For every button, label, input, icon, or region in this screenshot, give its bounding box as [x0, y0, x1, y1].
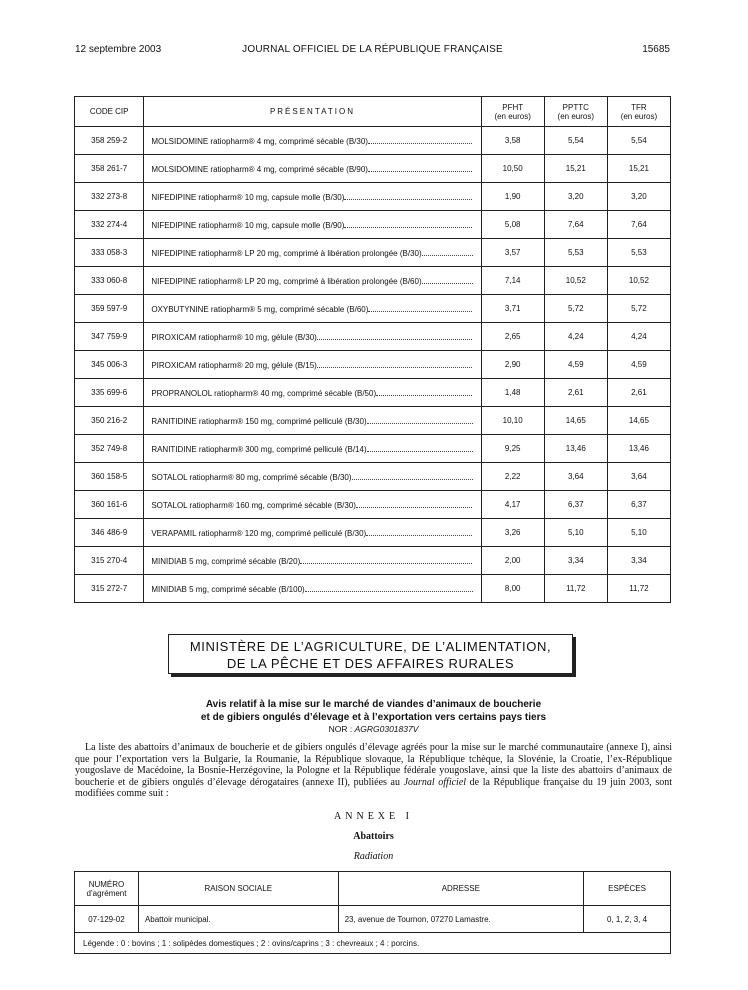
presentation-text: VERAPAMIL ratiopharm® 120 mg, comprimé pelliculé (B/30): [151, 529, 367, 538]
cell-pfht: 3,26: [481, 519, 544, 547]
cell-presentation: [144, 127, 481, 155]
cell-pfht: 1,48: [481, 379, 544, 407]
cell-code-cip: 347 759-9: [75, 323, 144, 351]
cell-presentation: [144, 211, 481, 239]
avis-paragraph-italic: Journal officiel: [403, 776, 467, 788]
annexe-title: ANNEXE I: [334, 811, 413, 822]
avis-paragraph-start: La liste des abattoirs d’animaux de boucherie et de gibiers ongulés d’élevage agréés pour la mise sur le marché communautaire (annexe I), ainsi que pour l’exportation vers la Bulgarie, la Roumanie, la République slovaque, la République tchèque, la Slovénie, la Croatie, l’ex-République yougoslave de Macédoine, la Bosnie-Herzégovine, la Pologne et la République fédérale yougoslave, ainsi que la liste des abattoirs d’animaux de boucherie et de gibiers ongulés d’élevage dérogataires (annexe II), publiées au: [75, 742, 672, 788]
cell-code-cip: 333 058-3: [75, 239, 144, 267]
table-row: [75, 267, 671, 295]
cell-tfr: 14,65: [607, 407, 670, 435]
price-table-body: [75, 127, 671, 603]
page-header: [75, 44, 670, 58]
cell-code-cip: 335 699-6: [75, 379, 144, 407]
col-numero: [75, 872, 139, 906]
abattoir-table-header: [75, 872, 671, 906]
cell-tfr: 6,37: [607, 491, 670, 519]
cell-pfht: 1,90: [481, 183, 544, 211]
nor-code: AGRG0301837V: [354, 724, 419, 734]
presentation-text: RANITIDINE ratiopharm® 300 mg, comprimé pelliculé (B/14): [151, 445, 367, 454]
col-ppttc-unit: (en euros): [557, 111, 595, 121]
table-row: [75, 519, 671, 547]
col-pfht-unit: (en euros): [494, 111, 531, 121]
cell-code-cip: 333 060-8: [75, 267, 144, 295]
cell-tfr: 13,46: [607, 435, 670, 463]
leader-dots: [368, 163, 472, 172]
cell-ppttc: 6,37: [544, 491, 607, 519]
avis-paragraph-end: de la République française du 19 juin 2003, sont modifiées comme suit :: [75, 776, 672, 799]
table-row: [75, 379, 671, 407]
cell-tfr: 5,54: [607, 127, 670, 155]
cell-code-cip: 315 272-7: [75, 575, 144, 603]
presentation-text: MOLSIDOMINE ratiopharm® 4 mg, comprimé sécable (B/90): [151, 165, 368, 174]
leader-dots: [352, 471, 473, 480]
cell-presentation: [144, 379, 481, 407]
cell-code-cip: 315 270-4: [75, 547, 144, 575]
cell-tfr: 5,53: [607, 239, 670, 267]
presentation-text: PROPRANOLOL ratiopharm® 40 mg, comprimé sécable (B/50): [151, 389, 377, 398]
header-date: 12 septembre 2003: [75, 44, 162, 55]
cell-pfht: 2,00: [481, 547, 544, 575]
leader-dots: [356, 499, 472, 508]
avis-paragraph: [75, 742, 672, 800]
col-pfht: [481, 97, 544, 127]
cell-ppttc: 5,53: [544, 239, 607, 267]
cell-pfht: 8,00: [481, 575, 544, 603]
cell-tfr: 4,24: [607, 323, 670, 351]
avis-title: [75, 698, 672, 724]
presentation-text: OXYBUTYNINE ratiopharm® 5 mg, comprimé sécable (B/60): [151, 305, 369, 314]
col-code-cip: CODE CIP: [75, 97, 144, 127]
presentation-text: SOTALOL ratiopharm® 80 mg, comprimé sécable (B/30): [151, 473, 352, 482]
cell-presentation: [144, 295, 481, 323]
annexe-subsection: Radiation: [353, 851, 394, 862]
ministry-line-1: MINISTÈRE DE L’AGRICULTURE, DE L’ALIMENTATION,: [189, 639, 552, 654]
cell-code-cip: 360 158-5: [75, 463, 144, 491]
cell-ppttc: 4,24: [544, 323, 607, 351]
leader-dots: [300, 555, 472, 564]
cell-ppttc: 7,64: [544, 211, 607, 239]
leader-dots: [422, 275, 473, 284]
cell-ppttc: 5,10: [544, 519, 607, 547]
cell-tfr: 11,72: [607, 575, 670, 603]
nor-reference: [75, 724, 672, 734]
cell-tfr: 2,61: [607, 379, 670, 407]
cell-code-cip: 358 259-2: [75, 127, 144, 155]
cell-presentation: [144, 267, 481, 295]
cell-code-cip: 358 261-7: [75, 155, 144, 183]
cell-tfr: 7,64: [607, 211, 670, 239]
cell-presentation: [144, 183, 481, 211]
cell-presentation: [144, 239, 481, 267]
cell-ppttc: 3,20: [544, 183, 607, 211]
cell-code-cip: 332 273-8: [75, 183, 144, 211]
avis-title-line-2: et de gibiers ongulés d’élevage et à l’exportation vers certains pays tiers: [200, 712, 547, 723]
cell-presentation: [144, 435, 481, 463]
presentation-text: MINIDIAB 5 mg, comprimé sécable (B/100): [151, 585, 305, 594]
cell-presentation: [144, 407, 481, 435]
cell-ppttc: 14,65: [544, 407, 607, 435]
leader-dots: [366, 527, 472, 536]
abattoir-adresse: 23, avenue de Tournon, 07270 Lamastre.: [338, 906, 584, 933]
leader-dots: [344, 219, 472, 228]
presentation-text: SOTALOL ratiopharm® 160 mg, comprimé sécable (B/30): [151, 501, 356, 510]
cell-presentation: [144, 155, 481, 183]
leader-dots: [344, 191, 472, 200]
cell-tfr: 3,34: [607, 547, 670, 575]
cell-presentation: [144, 323, 481, 351]
abattoir-numero: 07-129-02: [75, 906, 139, 933]
cell-ppttc: 10,52: [544, 267, 607, 295]
table-row: [75, 295, 671, 323]
leader-dots: [422, 247, 473, 256]
header-journal-title: JOURNAL OFFICIEL DE LA RÉPUBLIQUE FRANÇAISE: [242, 44, 503, 55]
col-numero-sub: d’agrément: [86, 888, 127, 898]
cell-ppttc: 15,21: [544, 155, 607, 183]
table-row: [75, 127, 671, 155]
species-legend: Légende : 0 : bovins ; 1 : solipèdes domestiques ; 2 : ovins/caprins ; 3 : chevreaux ; 4 : porcins.: [75, 933, 671, 954]
legend-row: [75, 933, 671, 954]
table-row: [75, 491, 671, 519]
col-adresse: ADRESSE: [338, 872, 584, 906]
leader-dots: [305, 583, 473, 592]
cell-ppttc: 5,72: [544, 295, 607, 323]
cell-ppttc: 3,64: [544, 463, 607, 491]
cell-code-cip: 352 749-8: [75, 435, 144, 463]
leader-dots: [368, 135, 472, 144]
cell-tfr: 5,72: [607, 295, 670, 323]
leader-dots: [367, 443, 473, 452]
abattoir-especes: 0, 1, 2, 3, 4: [584, 906, 671, 933]
table-row: [75, 155, 671, 183]
cell-ppttc: 13,46: [544, 435, 607, 463]
cell-pfht: 10,10: [481, 407, 544, 435]
cell-code-cip: 359 597-9: [75, 295, 144, 323]
leader-dots: [367, 415, 473, 424]
ministry-line-2: DE LA PÊCHE ET DES AFFAIRES RURALES: [226, 656, 515, 671]
table-row: [75, 239, 671, 267]
cell-ppttc: 4,59: [544, 351, 607, 379]
table-row: [75, 435, 671, 463]
col-tfr: [607, 97, 670, 127]
col-ppttc-label: PPTTC: [562, 102, 589, 112]
abattoir-table: [74, 871, 671, 954]
col-pfht-label: PFHT: [502, 102, 524, 112]
cell-code-cip: 350 216-2: [75, 407, 144, 435]
cell-ppttc: 11,72: [544, 575, 607, 603]
cell-pfht: 3,58: [481, 127, 544, 155]
leader-dots: [317, 359, 472, 368]
presentation-text: PIROXICAM ratiopharm® 10 mg, gélule (B/30): [151, 333, 317, 342]
cell-presentation: [144, 519, 481, 547]
cell-ppttc: 2,61: [544, 379, 607, 407]
col-tfr-label: TFR: [631, 102, 647, 112]
annexe-section: Abattoirs: [353, 831, 394, 842]
cell-tfr: 15,21: [607, 155, 670, 183]
cell-pfht: 2,65: [481, 323, 544, 351]
presentation-text: PIROXICAM ratiopharm® 20 mg, gélule (B/15): [151, 361, 317, 370]
cell-tfr: 5,10: [607, 519, 670, 547]
col-numero-label: NUMÉRO: [88, 879, 125, 889]
abattoir-row: [75, 906, 671, 933]
cell-presentation: [144, 547, 481, 575]
table-row: [75, 407, 671, 435]
table-row: [75, 323, 671, 351]
cell-ppttc: 5,54: [544, 127, 607, 155]
cell-presentation: [144, 463, 481, 491]
table-row: [75, 463, 671, 491]
cell-code-cip: 360 161-6: [75, 491, 144, 519]
col-presentation: PRÉSENTATION: [144, 97, 481, 127]
table-row: [75, 211, 671, 239]
cell-code-cip: 346 486-9: [75, 519, 144, 547]
cell-presentation: [144, 575, 481, 603]
cell-pfht: 3,71: [481, 295, 544, 323]
col-raison-sociale: RAISON SOCIALE: [138, 872, 338, 906]
table-row: [75, 351, 671, 379]
presentation-text: MOLSIDOMINE ratiopharm® 4 mg, comprimé sécable (B/30): [151, 137, 368, 146]
col-especes: ESPÈCES: [584, 872, 671, 906]
cell-tfr: 10,52: [607, 267, 670, 295]
table-row: [75, 183, 671, 211]
cell-pfht: 5,08: [481, 211, 544, 239]
cell-pfht: 9,25: [481, 435, 544, 463]
cell-ppttc: 3,34: [544, 547, 607, 575]
leader-dots: [376, 387, 472, 396]
presentation-text: NIFEDIPINE ratiopharm® 10 mg, capsule molle (B/90): [151, 221, 345, 230]
cell-pfht: 7,14: [481, 267, 544, 295]
presentation-text: NIFEDIPINE ratiopharm® 10 mg, capsule molle (B/30): [151, 193, 345, 202]
cell-code-cip: 332 274-4: [75, 211, 144, 239]
cell-pfht: 2,22: [481, 463, 544, 491]
presentation-text: MINIDIAB 5 mg, comprimé sécable (B/20): [151, 557, 301, 566]
leader-dots: [317, 331, 472, 340]
cell-pfht: 4,17: [481, 491, 544, 519]
cell-tfr: 3,20: [607, 183, 670, 211]
cell-pfht: 3,57: [481, 239, 544, 267]
ministry-box: [168, 634, 573, 674]
presentation-text: NIFEDIPINE ratiopharm® LP 20 mg, comprimé à libération prolongée (B/60): [151, 277, 422, 286]
leader-dots: [368, 303, 472, 312]
price-table: [74, 96, 671, 603]
header-page-number: 15685: [642, 44, 670, 55]
cell-tfr: 3,64: [607, 463, 670, 491]
cell-presentation: [144, 351, 481, 379]
cell-presentation: [144, 491, 481, 519]
table-row: [75, 547, 671, 575]
avis-title-line-1: Avis relatif à la mise sur le marché de viandes d’animaux de boucherie: [205, 699, 542, 710]
col-ppttc: [544, 97, 607, 127]
cell-tfr: 4,59: [607, 351, 670, 379]
nor-label: NOR :: [328, 724, 353, 734]
cell-pfht: 10,50: [481, 155, 544, 183]
cell-pfht: 2,90: [481, 351, 544, 379]
cell-code-cip: 345 006-3: [75, 351, 144, 379]
price-table-header: [75, 97, 671, 127]
col-tfr-unit: (en euros): [620, 111, 658, 121]
presentation-text: RANITIDINE ratiopharm® 150 mg, comprimé pelliculé (B/30): [151, 417, 367, 426]
presentation-text: NIFEDIPINE ratiopharm® LP 20 mg, comprimé à libération prolongée (B/30): [151, 249, 422, 258]
table-row: [75, 575, 671, 603]
abattoir-raison: Abattoir municipal.: [138, 906, 338, 933]
